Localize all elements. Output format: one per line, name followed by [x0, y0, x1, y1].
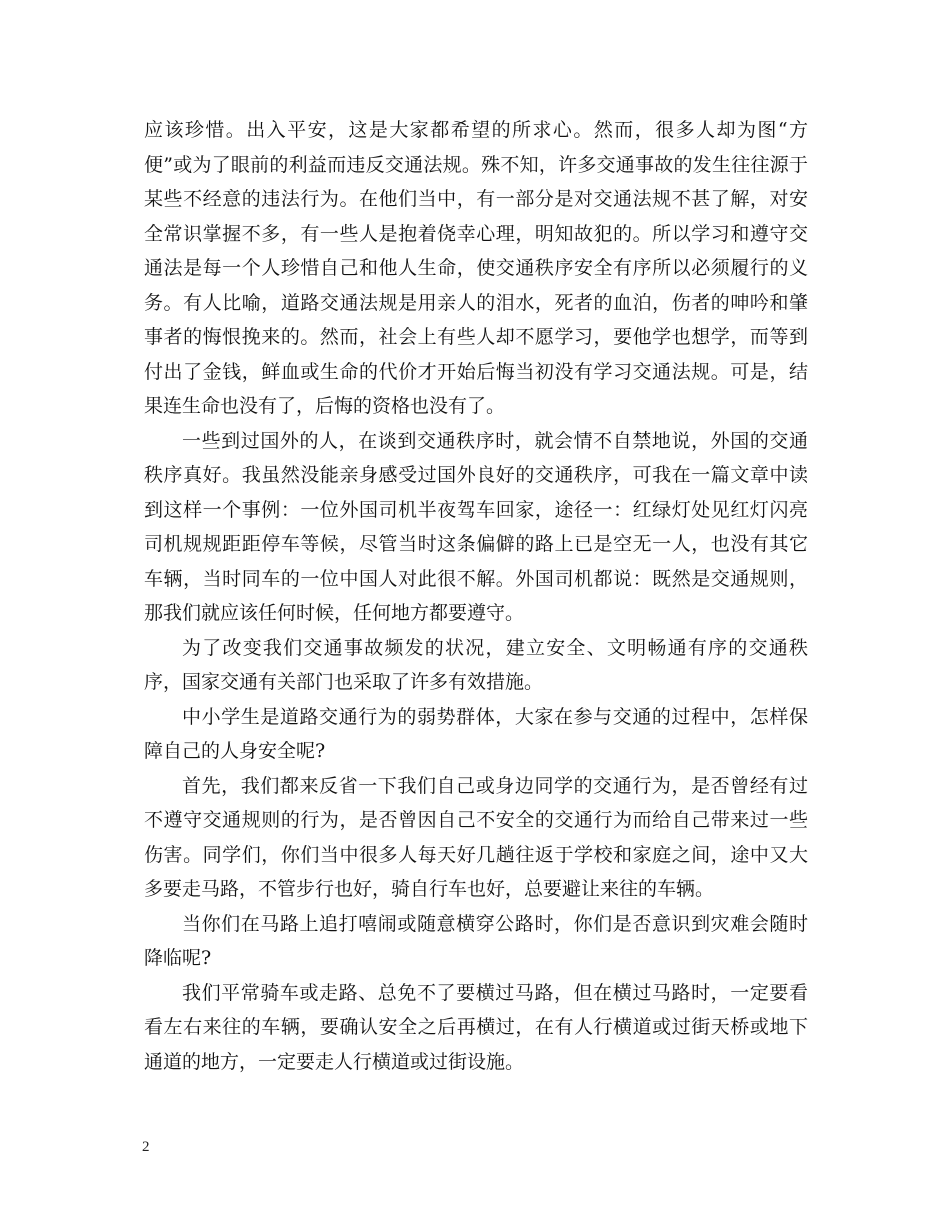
paragraph-6: 当你们在马路上追打嘻闹或随意横穿公路时，你们是否意识到灾难会随时降临呢? [144, 912, 808, 969]
paragraph-7: 我们平常骑车或走路、总免不了要横过马路，但在横过马路时，一定要看看左右来往的车辆，要确认安全之后再横过，在有人行横道或过街天桥或地下通道的地方，一定要走人行横道或过街设施。 [144, 981, 808, 1073]
paragraph-3: 为了改变我们交通事故频发的状况，建立安全、文明畅通有序的交通秩序，国家交通有关部门也采取了许多有效措施。 [144, 636, 808, 693]
paragraph-1: 应该珍惜。出入平安，这是大家都希望的所求心。然而，很多人却为图“方便”或为了眼前的利益而违反交通法规。殊不知，许多交通事故的发生往往源于某些不经意的违法行为。在他们当中，有一部分是对交通法规不甚了解，对安全常识掌握不多，有一些人是抱着侥幸心理，明知故犯的。所以学习和遵守交通法是每一个人珍惜自己和他人生命，使交通秩序安全有序所以必须履行的义务。有人比喻，道路交通法规是用亲人的泪水，死者的血泊，伤者的呻吟和肇事者的悔恨挽来的。然而，社会上有些人却不愿学习，要他学也想学，而等到付出了金钱，鲜血或生命的代价才开始后悔当初没有学习交通法规。可是，结果连生命也没有了，后悔的资格也没有了。 [144, 119, 808, 417]
page-number: 2 [142, 1139, 150, 1155]
paragraph-5: 首先，我们都来反省一下我们自己或身边同学的交通行为，是否曾经有过不遵守交通规则的行为，是否曾因自己不安全的交通行为而给自己带来过一些伤害。同学们，你们当中很多人每天好几趟往返于学校和家庭之间，途中又大多要走马路，不管步行也好，骑自行车也好，总要避让来往的车辆。 [144, 774, 808, 900]
paragraph-4: 中小学生是道路交通行为的弱势群体，大家在参与交通的过程中，怎样保障自己的人身安全呢? [144, 705, 808, 762]
paragraph-2: 一些到过国外的人，在谈到交通秩序时，就会情不自禁地说，外国的交通秩序真好。我虽然没能亲身感受过国外良好的交通秩序，可我在一篇文章中读到这样一个事例：一位外国司机半夜驾车回家，途径一：红绿灯处见红灯闪亮司机规规距距停车等候，尽管当时这条偏僻的路上已是空无一人，也没有其它车辆，当时同车的一位中国人对此很不解。外国司机都说：既然是交通规则，那我们就应该任何时候，任何地方都要遵守。 [144, 429, 808, 624]
document-body [144, 113, 808, 1079]
